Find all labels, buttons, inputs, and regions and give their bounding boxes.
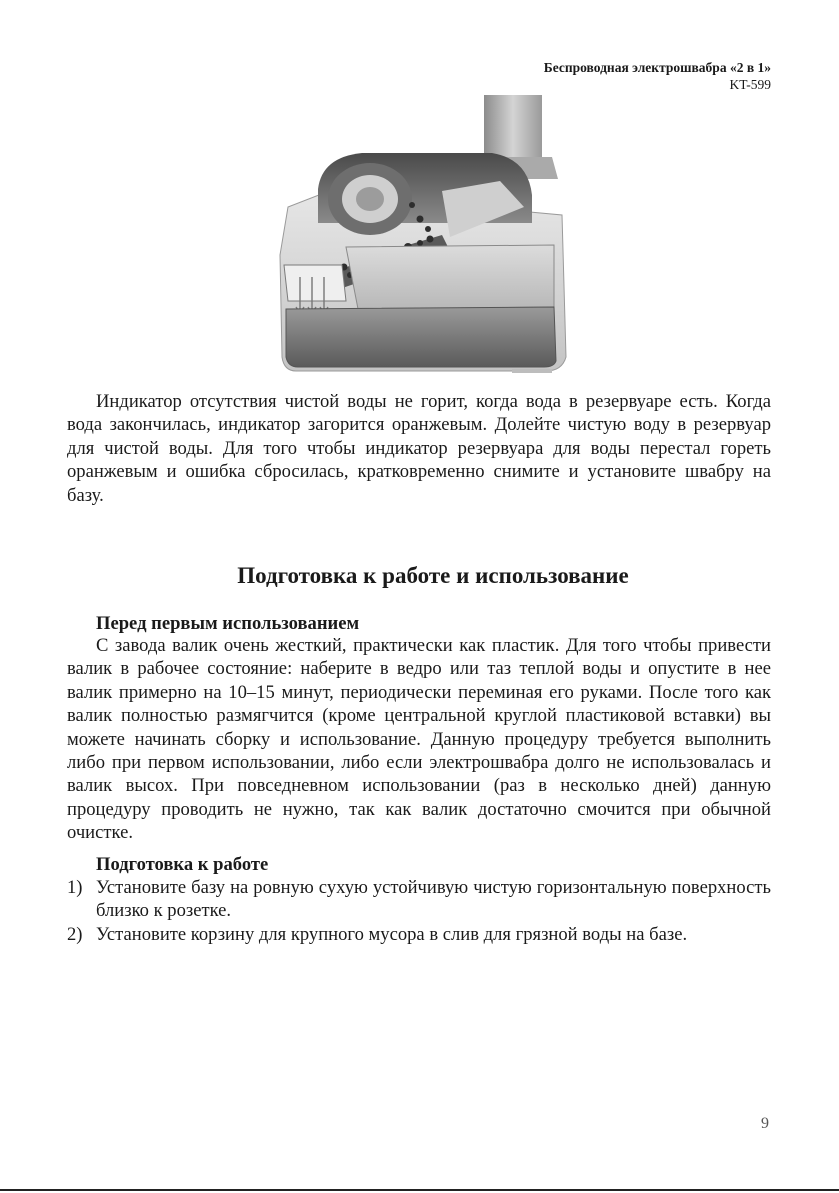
base-cutaway-illustration <box>262 95 580 377</box>
first-use-heading: Перед первым использованием <box>96 613 360 634</box>
list-item-text: Установите базу на ровную сухую устойчивую чистую горизонтальную поверхность близко к розетке. <box>96 877 771 922</box>
preparation-heading: Подготовка к работе <box>96 854 269 875</box>
intro-paragraph: Индикатор отсутствия чистой воды не горит, когда вода в резервуаре есть. Когда вода закончилась, индикатор загорится оранжевым. Долейте чистую воду в резервуар для чистой воды. Для того чтобы индикатор резервуара для воды перестал гореть оранжевым и ошибка сбросилась, кратковременно снимите и установите швабру на базу. <box>67 391 771 506</box>
preparation-list <box>67 876 771 946</box>
header-title: Беспроводная электрошвабра «2 в 1» <box>543 60 771 75</box>
list-item-number: 1) <box>67 877 83 898</box>
running-header <box>544 59 771 93</box>
section-title: Подготовка к работе и использование <box>237 563 629 588</box>
first-use-paragraph: С завода валик очень жесткий, практически как пластик. Для того чтобы привести валик в рабочее состояние: наберите в ведро или таз теплой воды и опустите в нее валик примерно на 10–15 минут, периодически переминая его руками. После того как валик полностью размягчится (кроме центральной круглой пластиковой вставки) вы можете начинать сборку и использование. Данную процедуру требуется выполнить либо при первом использовании, либо если электрошвабра долго не использовалась и валик высох. При повседневном использовании (раз в несколько дней) данную процедуру проводить не нужно, так как валик достаточно смочится при обычной очистке. <box>67 635 771 844</box>
list-item <box>67 923 771 946</box>
page-number: 9 <box>761 1115 769 1132</box>
bottom-divider <box>0 1189 839 1191</box>
list-item <box>67 876 771 923</box>
list-item-text: Установите корзину для крупного мусора в слив для грязной воды на базе. <box>96 923 688 945</box>
header-model: KT-599 <box>729 77 771 92</box>
list-item-number: 2) <box>67 923 83 945</box>
